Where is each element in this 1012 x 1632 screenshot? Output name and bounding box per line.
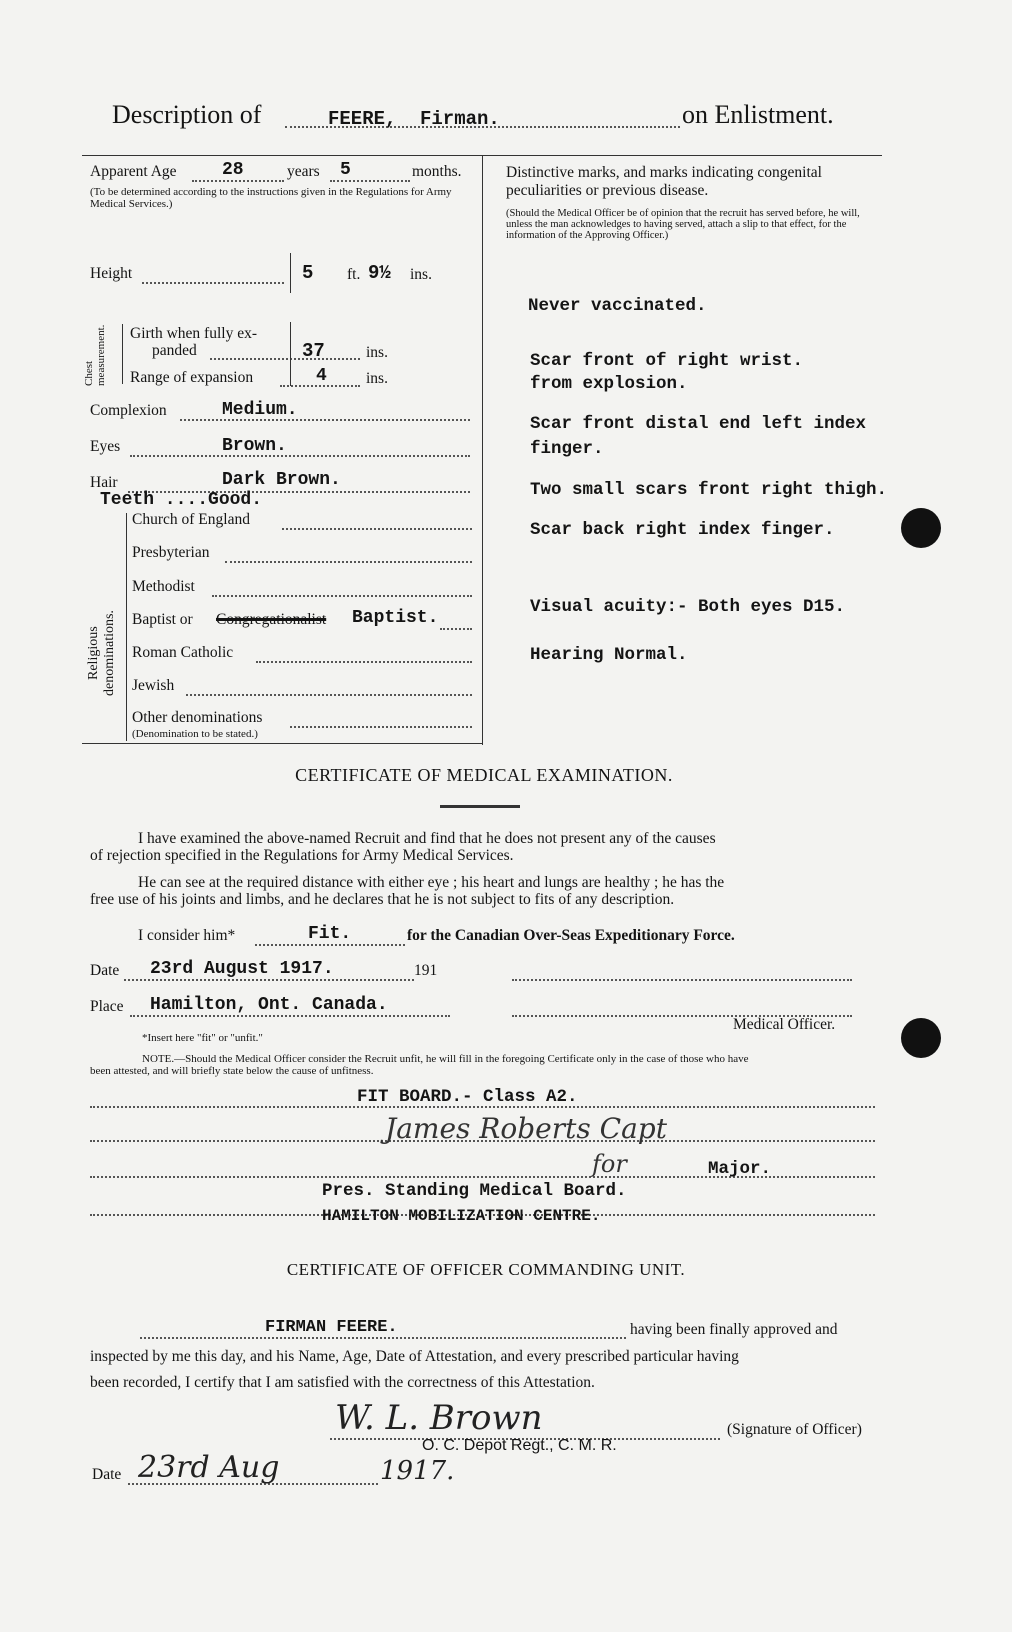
religion-other-note: (Denomination to be stated.) (132, 728, 258, 740)
medical-note-line2: been attested, and will briefly state below the cause of unfitness. (90, 1065, 374, 1077)
consider-prefix: I consider him* (138, 927, 236, 944)
commanding-date-value: 23rd Aug (138, 1450, 280, 1485)
age-months: 5 (340, 160, 351, 180)
religion-roman-catholic: Roman Catholic (132, 644, 234, 661)
height-inches: 9½ (368, 262, 391, 284)
years-label: years (287, 163, 320, 180)
punch-hole-bottom (901, 1018, 941, 1058)
centre-line: HAMILTON MOBILIZATION CENTRE. (322, 1207, 601, 1225)
eyes-value: Brown. (222, 436, 287, 456)
medical-para1-line2: of rejection specified in the Regulations for Army Medical Services. (90, 847, 514, 864)
mark-line-2: Scar front of right wrist. (530, 351, 804, 371)
girth-unit: ins. (366, 344, 388, 361)
consider-value: Fit. (308, 924, 352, 944)
range-value: 4 (316, 366, 327, 386)
age-years: 28 (222, 160, 244, 180)
place-value: Hamilton, Ont. Canada. (150, 995, 388, 1015)
eyes-label: Eyes (90, 438, 121, 455)
commanding-date-year: 1917. (380, 1456, 455, 1486)
header-prefix: Description of (112, 100, 262, 129)
religion-other: Other denominations (132, 709, 263, 726)
place-label: Place (90, 998, 124, 1015)
height-feet: 5 (302, 262, 314, 284)
commanding-line3: been recorded, I certify that I am satisfied with the correctness of this Attestation. (90, 1374, 595, 1391)
religion-methodist: Methodist (132, 578, 195, 595)
range-label: Range of expansion (130, 369, 254, 386)
medical-date-year: 191 (414, 962, 438, 979)
medical-para2-line1: He can see at the required distance with either eye ; his heart and lungs are healthy ; he has the (138, 874, 725, 891)
girth-value: 37 (302, 340, 325, 362)
signature-label: (Signature of Officer) (727, 1421, 862, 1438)
chest-label: Chest measurement. (83, 324, 107, 386)
commanding-line2: inspected by me this day, and his Name, Age, Date of Attestation, and every prescribed particular having (90, 1348, 739, 1365)
religion-baptist-value: Baptist. (352, 608, 439, 628)
religion-side-label: Religious denominations. (86, 610, 117, 696)
commanding-unit: O. C. Depot Regt., C. M. R. (422, 1437, 617, 1454)
religion-baptist-label: Baptist or (132, 611, 193, 628)
marks-note: (Should the Medical Officer be of opinion that the recruit has served before, he will, unless the man acknowledges to having served, attach a slip to that effect, for the information of the Approving Officer.) (506, 208, 860, 241)
ft-label: ft. (347, 266, 361, 283)
commanding-date-label: Date (92, 1466, 122, 1483)
marks-heading-2: peculiarities or previous disease. (506, 182, 709, 199)
commanding-signature: W. L. Brown (335, 1398, 543, 1438)
header-suffix: on Enlistment. (682, 100, 834, 129)
religion-coe: Church of England (132, 511, 250, 528)
mark-line-9: Hearing Normal. (530, 645, 688, 665)
months-label: months. (412, 163, 462, 180)
header-surname: FEERE, (328, 108, 397, 130)
header-given: Firman. (420, 108, 500, 130)
mark-line-5: finger. (530, 439, 604, 459)
board-line: FIT BOARD.- Class A2. (357, 1087, 578, 1107)
hair-value: Dark Brown. (222, 470, 341, 490)
medical-date-value: 23rd August 1917. (150, 959, 334, 979)
hair-label: Hair (90, 474, 118, 491)
commanding-name: FIRMAN FEERE. (265, 1318, 398, 1337)
medical-note-line1: NOTE.—Should the Medical Officer consider the Recruit unfit, he will fill in the foregoing Certificate only in the case of those who have (142, 1053, 749, 1065)
medical-officer-label: Medical Officer. (733, 1016, 836, 1033)
medical-para2-line2: free use of his joints and limbs, and he declares that he is not subject to fits of any description. (90, 891, 675, 908)
medical-signature: James Roberts Capt (385, 1112, 667, 1145)
height-label: Height (90, 265, 133, 282)
medical-para1-line1: I have examined the above-named Recruit and find that he does not present any of the causes (138, 830, 716, 847)
punch-hole-top (901, 508, 941, 548)
major-text: Major. (708, 1159, 772, 1179)
religion-baptist-struck: Congregationalist (216, 611, 327, 628)
marks-heading-1: Distinctive marks, and marks indicating congenital (506, 164, 822, 181)
mark-line-4: Scar front distal end left index (530, 414, 867, 434)
religion-presbyterian: Presbyterian (132, 544, 210, 561)
ins-label: ins. (410, 266, 432, 283)
commanding-title: CERTIFICATE OF OFFICER COMMANDING UNIT. (286, 1260, 686, 1279)
complexion-value: Medium. (222, 400, 298, 420)
medical-title: CERTIFICATE OF MEDICAL EXAMINATION. (295, 765, 673, 785)
mark-line-8: Visual acuity:- Both eyes D15. (530, 597, 846, 617)
complexion-label: Complexion (90, 402, 167, 419)
commanding-line1-suffix: having been finally approved and (630, 1321, 838, 1338)
mark-line-6: Two small scars front right thigh. (530, 480, 888, 500)
pres-line: Pres. Standing Medical Board. (322, 1181, 627, 1201)
girth-label-2: panded (152, 342, 197, 359)
mark-line-7: Scar back right index finger. (530, 520, 835, 540)
medical-date-label: Date (90, 962, 120, 979)
insert-note: *Insert here "fit" or "unfit." (142, 1032, 263, 1044)
range-unit: ins. (366, 370, 388, 387)
for-text: for (592, 1150, 627, 1178)
religion-jewish: Jewish (132, 677, 175, 694)
age-note: (To be determined according to the instructions given in the Regulations for Army Medical Services.) (90, 186, 452, 210)
mark-line-1: Never vaccinated. (528, 296, 707, 316)
mark-line-3: from explosion. (530, 374, 688, 394)
girth-label-1: Girth when fully ex- (130, 325, 257, 342)
age-label: Apparent Age (90, 163, 177, 180)
teeth-value: Teeth ....Good. (100, 490, 263, 510)
consider-suffix: for the Canadian Over-Seas Expeditionary Force. (407, 927, 735, 944)
